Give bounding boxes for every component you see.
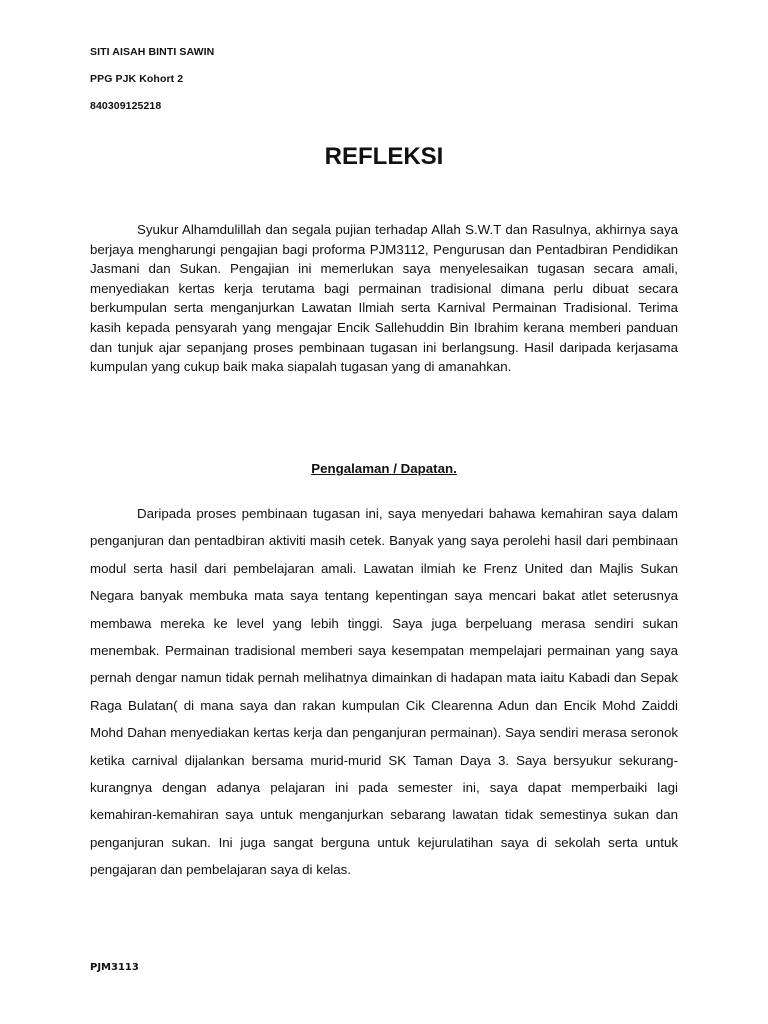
page-title: REFLEKSI [324, 143, 444, 170]
author-name: SITI AISAH BINTI SAWIN [90, 46, 215, 58]
id-number: 840309125218 [90, 100, 162, 112]
footer-course-code: PJM3113 [90, 962, 139, 973]
intro-paragraph [90, 220, 678, 377]
intro-paragraph-text: Syukur Alhamdulillah dan segala pujian terhadap Allah S.W.T dan Rasulnya, akhirnya saya berjaya mengharungi pengajian bagi proforma PJM3112, Pengurusan dan Pentadbiran Pendidikan Jasmani dan Sukan. Pengajian ini memerlukan saya menyelesaikan tugasan secara amali, menyediakan kertas kerja terutama bagi permainan tradisional dimana perlu dibuat secara berkumpulan serta menganjurkan Lawatan Ilmiah serta Karnival Permainan Tradisional. Terima kasih kepada pensyarah yang mengajar Encik Sallehuddin Bin Ibrahim kerana memberi panduan dan tunjuk ajar sepanjang proses pembinaan tugasan ini berlangsung. Hasil daripada kerjasama kumpulan yang cukup baik maka siapalah tugasan yang di amanahkan. [90, 222, 678, 375]
program-name: PPG PJK Kohort 2 [90, 73, 184, 85]
experience-paragraph [90, 500, 678, 884]
section-heading: Pengalaman / Dapatan. [311, 461, 457, 476]
experience-paragraph-text: Daripada proses pembinaan tugasan ini, saya menyedari bahawa kemahiran saya dalam penganjuran dan pentadbiran aktiviti masih cetek. Banyak yang saya perolehi hasil dari pembinaan modul serta hasil dari pembelajaran amali. Lawatan ilmiah ke Frenz United dan Majlis Sukan Negara banyak membuka mata saya tentang kepentingan saya mencari bakat atlet seterusnya membawa mereka ke level yang lebih tinggi. Saya juga berpeluang merasa sendiri sukan menembak. Permainan tradisional memberi saya kesempatan mempelajari permainan yang saya pernah dengar namun tidak pernah melihatnya dimainkan di hadapan mata iaitu Kabadi dan Sepak Raga Bulatan( di mana saya dan rakan kumpulan Cik Clearenna Adun dan Encik Mohd Zaiddi Mohd Dahan menyediakan kertas kerja dan penganjuran permainan). Saya sendiri merasa seronok ketika carnival dijalankan bersama murid-murid SK Taman Daya 3. Saya bersyukur sekurang-kurangnya dengan adanya pelajaran ini pada semester ini, saya dapat memperbaiki lagi kemahiran-kemahiran saya untuk menganjurkan sebarang lawatan tidak semestinya sukan dan penganjuran sukan. Ini juga sangat berguna untuk kejurulatihan saya di sekolah serta untuk pengajaran dan pembelajaran saya di kelas. [90, 506, 678, 878]
